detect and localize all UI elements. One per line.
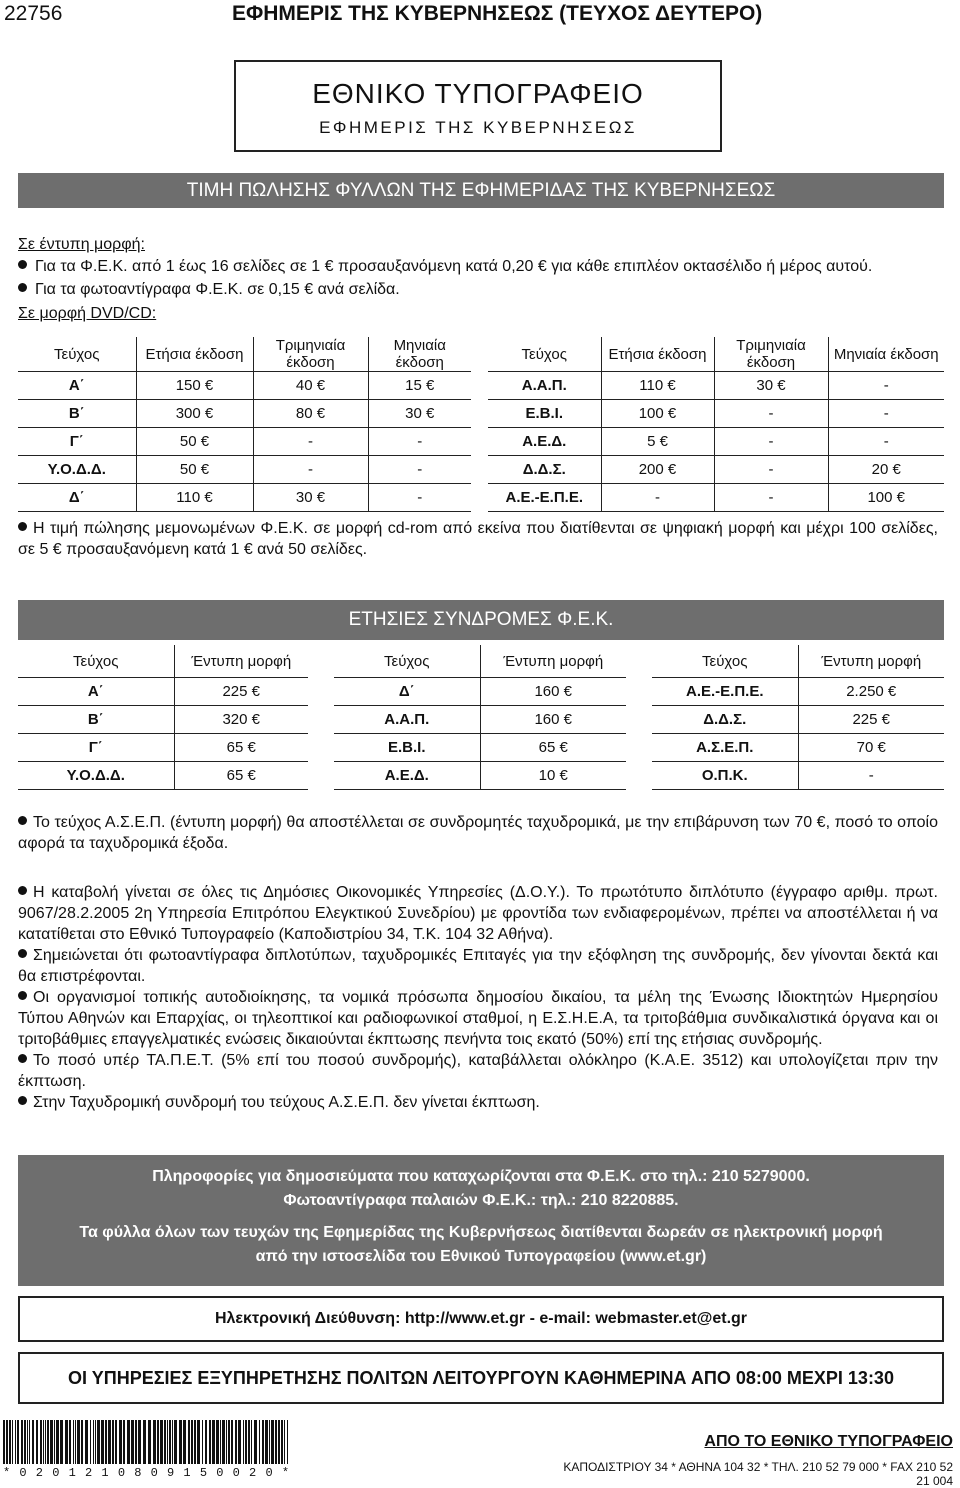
barcode-bar — [90, 1420, 91, 1464]
bullet-icon — [18, 884, 33, 901]
barcode-bar — [36, 1420, 38, 1464]
dvd-left-header: Ετήσια έκδοση — [136, 337, 253, 372]
sub-col2-row — [334, 762, 626, 790]
barcode-bar — [27, 1420, 28, 1464]
dvd-left-cell: Α΄ — [18, 372, 136, 400]
dvd-right-row — [488, 484, 944, 512]
barcode-bar — [101, 1420, 104, 1464]
sub-col1-cell: Υ.Ο.Δ.Δ. — [18, 762, 174, 790]
sub-header: Τεύχος — [18, 645, 174, 678]
barcode-bar — [278, 1420, 280, 1464]
subscriptions-table-1 — [18, 645, 308, 790]
dvd-right-cell: - — [828, 372, 944, 400]
barcode-bar — [157, 1420, 159, 1464]
info-line-3: Τα φύλλα όλων των τευχών της Εφημερίδας της Κυβερνήσεως διατίθενται δωρεάν σε ηλεκτρονική μορφή — [79, 1224, 883, 1241]
barcode-bar — [138, 1420, 141, 1464]
dvd-right-row — [488, 456, 944, 484]
barcode-bar — [220, 1420, 221, 1464]
barcode-bar — [123, 1420, 125, 1464]
subscriptions-table-2 — [334, 645, 626, 790]
sub-header: Έντυπη μορφή — [798, 645, 944, 678]
barcode-bar — [216, 1420, 219, 1464]
sub-col2-cell: Α.Α.Π. — [334, 706, 480, 734]
barcode-bar — [32, 1420, 34, 1464]
sub-header: Τεύχος — [334, 645, 480, 678]
barcode-bar — [245, 1420, 247, 1464]
sub-col1-cell: 320 € — [174, 706, 308, 734]
barcode-bar — [202, 1420, 203, 1464]
barcode-bar — [194, 1420, 196, 1464]
barcode-bar — [174, 1420, 177, 1464]
sub-col3-cell: - — [798, 762, 944, 790]
barcode-number: * 0 2 0 1 2 1 0 8 0 9 1 5 0 0 2 0 * — [3, 1466, 291, 1480]
barcode-bar — [271, 1420, 274, 1464]
dvd-left-cell: Δ΄ — [18, 484, 136, 512]
info-box — [18, 1155, 944, 1286]
dvd-left-row — [18, 456, 471, 484]
barcode-bar — [235, 1420, 237, 1464]
barcode-bar — [73, 1420, 74, 1464]
dvd-left-row — [18, 400, 471, 428]
barcode-bar — [93, 1420, 94, 1464]
dvd-left-row — [18, 428, 471, 456]
dvd-right-cell: 100 € — [601, 400, 714, 428]
sub-col3-row — [652, 706, 944, 734]
barcode-bar — [262, 1420, 264, 1464]
sub-col2-cell: Α.Ε.Δ. — [334, 762, 480, 790]
dvd-right-cell: Ε.Β.Ι. — [488, 400, 601, 428]
barcode-bar — [143, 1420, 146, 1464]
dvd-right-cell: - — [714, 456, 828, 484]
barcode-bar — [164, 1420, 166, 1464]
sub-col3-cell: Ο.Π.Κ. — [652, 762, 798, 790]
sub-col1-cell: Γ΄ — [18, 734, 174, 762]
print-line-2-text: Για τα φωτοαντίγραφα Φ.Ε.Κ. σε 0,15 € ανά σελίδα. — [35, 281, 400, 298]
barcode-bar — [40, 1420, 42, 1464]
barcode-bar — [24, 1420, 26, 1464]
note-text: Οι οργανισμοί τοπικής αυτοδιοίκησης, τα νομικά πρόσωπα δημοσίου δικαίου, τα μέλη της Ένωσης Ιδιοκτητών Ημερησίου Τύπου Αθηνών και Επαρχίας, οι τηλεοπτικοί και ραδιοφωνικοί σταθμοί, η Ε.Σ.Η.Ε.Α, τα τριτοβάθμια συνδικαλιστικά όργανα και οι τριτοβάθμιες επαγγελματικές ενώσεις δικαιούνται έκπτωσης πενήντα τοις εκατό (50%) επί της ετήσιας συνδρομής. — [18, 989, 938, 1048]
dvd-right-cell: 110 € — [601, 372, 714, 400]
dvd-left-cell: 300 € — [136, 400, 253, 428]
sub-col3-cell: Α.Σ.Ε.Π. — [652, 734, 798, 762]
barcode-bar — [56, 1420, 59, 1464]
barcode-bar — [75, 1420, 76, 1464]
email-box: Ηλεκτρονική Διεύθυνση: http://www.et.gr - e-mail: webmaster.et@et.gr — [18, 1296, 944, 1342]
print-label: Σε έντυπη μορφή: — [18, 236, 145, 253]
barcode-bar — [54, 1420, 55, 1464]
sub-col3-row — [652, 678, 944, 706]
dvd-label: Σε μορφή DVD/CD: — [18, 305, 157, 322]
dvd-right-header: Μηνιαία έκδοση — [828, 337, 944, 372]
dvd-left-cell: Γ΄ — [18, 428, 136, 456]
dvd-right-cell: - — [601, 484, 714, 512]
dvd-left-cell: 50 € — [136, 428, 253, 456]
barcode-bar — [3, 1420, 5, 1464]
barcode-bar — [228, 1420, 230, 1464]
barcode-bar — [135, 1420, 137, 1464]
barcode-bar — [65, 1420, 68, 1464]
barcode-bar — [251, 1420, 252, 1464]
barcode-bar — [226, 1420, 227, 1464]
sub-col3-cell: Α.Ε.-Ε.Π.Ε. — [652, 678, 798, 706]
dvd-right-cell: - — [714, 428, 828, 456]
barcode-bar — [179, 1420, 182, 1464]
barcode-bar — [15, 1420, 16, 1464]
barcode-bar — [95, 1420, 96, 1464]
sub-header: Έντυπη μορφή — [480, 645, 626, 678]
sub-col2-cell: 160 € — [480, 678, 626, 706]
barcode-bar — [169, 1420, 171, 1464]
print-line-2 — [18, 281, 400, 299]
barcode-bar — [265, 1420, 268, 1464]
dvd-left-cell: 40 € — [253, 372, 368, 400]
barcode-bar — [191, 1420, 193, 1464]
bullet-icon — [18, 989, 33, 1006]
barcode-bar — [115, 1420, 117, 1464]
dvd-left-row — [18, 372, 471, 400]
prices-title-bar: ΤΙΜΗ ΠΩΛΗΣΗΣ ΦΥΛΛΩΝ ΤΗΣ ΕΦΗΜΕΡΙΔΑΣ ΤΗΣ ΚΥΒΕΡΝΗΣΕΩΣ — [18, 173, 944, 208]
sub-col3-cell: Δ.Δ.Σ. — [652, 706, 798, 734]
barcode-bar — [281, 1420, 283, 1464]
dvd-left-cell: - — [368, 428, 471, 456]
barcode-bar — [243, 1420, 244, 1464]
asep-note — [18, 812, 938, 854]
barcode-bar — [9, 1420, 11, 1464]
dvd-right-cell: - — [828, 428, 944, 456]
dvd-left-row — [18, 484, 471, 512]
info-line-1: Πληροφορίες για δημοσιεύματα που καταχωρίζονται στα Φ.Ε.Κ. στο τηλ.: 210 5279000. — [152, 1168, 810, 1185]
barcode-bar — [47, 1420, 49, 1464]
note-item — [18, 1050, 938, 1092]
sub-col1-cell: Β΄ — [18, 706, 174, 734]
dvd-right-row — [488, 400, 944, 428]
dvd-right-cell: Δ.Δ.Σ. — [488, 456, 601, 484]
dvd-table-right — [488, 337, 944, 512]
sub-col1-row — [18, 678, 308, 706]
bullet-icon — [18, 1094, 33, 1111]
bullet-icon — [18, 520, 33, 537]
sub-col3-cell: 70 € — [798, 734, 944, 762]
dvd-right-cell: 20 € — [828, 456, 944, 484]
barcode-bar — [45, 1420, 46, 1464]
info-line-2: Φωτοαντίγραφα παλαιών Φ.Ε.Κ.: τηλ.: 210 8220885. — [283, 1192, 679, 1209]
sub-col2-cell: Ε.Β.Ι. — [334, 734, 480, 762]
barcode-bar — [254, 1420, 257, 1464]
sub-col1-row — [18, 762, 308, 790]
page-number: 22756 — [4, 2, 63, 25]
barcode-bar — [50, 1420, 53, 1464]
barcode-bar — [205, 1420, 207, 1464]
dvd-right-cell: Α.Ε.Δ. — [488, 428, 601, 456]
dvd-right-header: Τριμηνιαία έκδοση — [714, 337, 828, 372]
barcode-bar — [131, 1420, 134, 1464]
barcode-bar — [77, 1420, 80, 1464]
barcode-bar — [127, 1420, 130, 1464]
barcode-bar — [112, 1420, 114, 1464]
subscriptions-title-bar: ΕΤΗΣΙΕΣ ΣΥΝΔΡΟΜΕΣ Φ.Ε.Κ. — [18, 600, 944, 640]
barcode-bar — [231, 1420, 233, 1464]
gazette-header-title: ΕΦΗΜΕΡΙΣ ΤΗΣ ΚΥΒΕΡΝΗΣΕΩΣ (ΤΕΥΧΟΣ ΔΕΥΤΕΡΟ) — [232, 2, 763, 25]
barcode-bar — [21, 1420, 23, 1464]
hours-box: ΟΙ ΥΠΗΡΕΣΙΕΣ ΕΞΥΠΗΡΕΤΗΣΗΣ ΠΟΛΙΤΩΝ ΛΕΙΤΟΥΡΓΟΥΝ ΚΑΘΗΜΕΡΙΝΑ ΑΠΟ 08:00 ΜΕΧΡΙ 13:30 — [18, 1352, 944, 1404]
note-text: Η καταβολή γίνεται σε όλες τις Δημόσιες Οικονομικές Υπηρεσίες (Δ.Ο.Υ.). Το πρωτότυπο διπλότυπο (έγγραφο αριθμ. πρωτ. 9067/28.2.2005 2η Υπηρεσία Επιτρόπου Ελεγκτικού Συνεδρίου) με φροντίδα των ενδιαφερομένων, πρέπει να αποστέλλεται ή να κατατίθεται στο Εθνικό Τυπογραφείο (Καποδιστρίου 34, Τ.Κ. 104 32 Αθήνα). — [18, 884, 938, 943]
dvd-left-header: Τριμηνιαία έκδοση — [253, 337, 368, 372]
dvd-left-header: Μηνιαία έκδοση — [368, 337, 471, 372]
bullet-icon — [18, 1052, 33, 1069]
sub-header: Τεύχος — [652, 645, 798, 678]
sub-col3-row — [652, 762, 944, 790]
sub-col3-cell: 225 € — [798, 706, 944, 734]
note-item — [18, 1092, 938, 1113]
sub-col1-cell: 65 € — [174, 762, 308, 790]
note-item — [18, 882, 938, 945]
dvd-left-cell: - — [368, 484, 471, 512]
barcode-bar — [167, 1420, 168, 1464]
sub-header: Έντυπη μορφή — [174, 645, 308, 678]
dvd-left-cell: - — [253, 428, 368, 456]
dvd-right-header: Ετήσια έκδοση — [601, 337, 714, 372]
dvd-left-cell: 30 € — [368, 400, 471, 428]
dvd-right-row — [488, 428, 944, 456]
dvd-left-cell: 15 € — [368, 372, 471, 400]
dvd-right-cell: Α.Ε.-Ε.Π.Ε. — [488, 484, 601, 512]
barcode-bar — [6, 1420, 8, 1464]
barcode-bar — [153, 1420, 156, 1464]
dvd-right-cell: 5 € — [601, 428, 714, 456]
asep-note-text: Το τεύχος Α.Σ.Ε.Π. (έντυπη μορφή) θα αποστέλλεται σε συνδρομητές ταχυδρομικά, με την επιβάρυνση των 70 €, ποσό το οποίο αφορά τα ταχυδρομικά έξοδα. — [18, 814, 938, 852]
barcode-bar — [197, 1420, 200, 1464]
bullet-icon — [18, 814, 33, 831]
dvd-table-left — [18, 337, 471, 512]
cdrom-note-text: Η τιμή πώλησης μεμονωμένων Φ.Ε.Κ. σε μορφή cd-rom από εκείνα που διατίθενται σε ψηφιακή μορφή και μέχρι 100 σελίδες, σε 5 € προσαυξανόμενη κατά 1 € ανά 50 σελίδες. — [18, 520, 938, 558]
barcode-bar — [108, 1420, 111, 1464]
barcode-bar — [188, 1420, 190, 1464]
dvd-right-cell: - — [714, 484, 828, 512]
barcode-bar — [81, 1420, 83, 1464]
dvd-left-cell: 150 € — [136, 372, 253, 400]
barcode-bar — [85, 1420, 88, 1464]
barcode-bar — [248, 1420, 250, 1464]
dvd-left-cell: Υ.Ο.Δ.Δ. — [18, 456, 136, 484]
barcode-bar — [284, 1420, 285, 1464]
barcode-bar — [183, 1420, 186, 1464]
footer-address: ΚΑΠΟΔΙΣΤΡΙΟΥ 34 * ΑΘΗΝΑ 104 32 * ΤΗΛ. 210 52 79 000 * FAX 210 52 21 004 — [563, 1460, 953, 1488]
dvd-left-cell: 80 € — [253, 400, 368, 428]
barcode-bar — [60, 1420, 63, 1464]
sub-col3-row — [652, 734, 944, 762]
dvd-right-cell: Α.Α.Π. — [488, 372, 601, 400]
sub-col2-cell: 65 € — [480, 734, 626, 762]
barcode-bar — [212, 1420, 215, 1464]
cdrom-note — [18, 518, 938, 560]
sub-col2-cell: 10 € — [480, 762, 626, 790]
note-text: Το ποσό υπέρ ΤΑ.Π.Ε.Τ. (5% επί του ποσού συνδρομής), καταβάλλεται ολόκληρο (Κ.Α.Ε. 3512) και υπολογίζεται πριν την έκπτωση. — [18, 1052, 938, 1090]
barcode-bar — [12, 1420, 13, 1464]
dvd-right-cell: 30 € — [714, 372, 828, 400]
barcode-bar — [209, 1420, 211, 1464]
dvd-right-cell: - — [828, 400, 944, 428]
barcode-bar — [259, 1420, 260, 1464]
notes-list — [18, 882, 938, 1113]
dvd-left-cell: - — [368, 456, 471, 484]
sub-col1-cell: 65 € — [174, 734, 308, 762]
sub-col2-cell: 160 € — [480, 706, 626, 734]
barcode-bar — [269, 1420, 270, 1464]
dvd-right-cell: 100 € — [828, 484, 944, 512]
sub-col2-row — [334, 678, 626, 706]
note-text: Στην Ταχυδρομική συνδρομή του τεύχους Α.Σ.Ε.Π. δεν γίνεται έκπτωση. — [33, 1094, 540, 1111]
info-line-4: από την ιστοσελίδα του Εθνικού Τυπογραφείου (www.et.gr) — [255, 1248, 707, 1265]
barcode-bar — [29, 1420, 30, 1464]
barcode-bar — [238, 1420, 241, 1464]
dvd-left-cell: 50 € — [136, 456, 253, 484]
dvd-left-cell: - — [253, 456, 368, 484]
sub-col1-row — [18, 734, 308, 762]
publisher-name: ΕΘΝΙΚΟ ΤΥΠΟΓΡΑΦΕΙΟ — [312, 78, 644, 109]
sub-col1-cell: 225 € — [174, 678, 308, 706]
publisher-box — [234, 60, 722, 152]
print-line-1 — [18, 258, 872, 276]
footer-publisher: ΑΠΟ ΤΟ ΕΘΝΙΚΟ ΤΥΠΟΓΡΑΦΕΙΟ — [704, 1433, 953, 1450]
barcode-bar — [160, 1420, 163, 1464]
dvd-left-cell: 30 € — [253, 484, 368, 512]
barcode — [3, 1420, 290, 1470]
sub-col2-row — [334, 706, 626, 734]
note-item — [18, 945, 938, 987]
dvd-right-cell: 200 € — [601, 456, 714, 484]
barcode-bar — [69, 1420, 71, 1464]
publisher-subtitle: ΕΦΗΜΕΡΙΣ ΤΗΣ ΚΥΒΕΡΝΗΣΕΩΣ — [319, 118, 637, 137]
dvd-left-cell: Β΄ — [18, 400, 136, 428]
subscriptions-table-3 — [652, 645, 944, 790]
barcode-bar — [148, 1420, 151, 1464]
dvd-right-cell: - — [714, 400, 828, 428]
print-line-1-text: Για τα Φ.Ε.Κ. από 1 έως 16 σελίδες σε 1 € προσαυξανόμενη κατά 0,20 € για κάθε επιπλέον οκτασέλιδο ή μέρος αυτού. — [35, 258, 873, 275]
note-item — [18, 987, 938, 1050]
dvd-right-row — [488, 372, 944, 400]
sub-col3-cell: 2.250 € — [798, 678, 944, 706]
sub-col1-cell: Α΄ — [18, 678, 174, 706]
dvd-right-header: Τεύχος — [488, 337, 601, 372]
sub-col2-row — [334, 734, 626, 762]
sub-col1-row — [18, 706, 308, 734]
barcode-bar — [119, 1420, 122, 1464]
barcode-bar — [275, 1420, 277, 1464]
barcode-bar — [172, 1420, 173, 1464]
barcode-bar — [97, 1420, 100, 1464]
barcode-bar — [222, 1420, 225, 1464]
bullet-icon — [18, 947, 33, 964]
dvd-left-cell: 110 € — [136, 484, 253, 512]
barcode-bar — [43, 1420, 44, 1464]
note-text: Σημειώνεται ότι φωτοαντίγραφα διπλοτύπων, ταχυδρομικές Επιταγές για την εξόφληση της συνδρομής, δεν γίνονται δεκτά και θα επιστρέφονται. — [18, 947, 938, 985]
dvd-left-header: Τεύχος — [18, 337, 136, 372]
barcode-bar — [17, 1420, 19, 1464]
barcode-bar — [105, 1420, 107, 1464]
barcode-bar — [287, 1420, 288, 1464]
sub-col2-cell: Δ΄ — [334, 678, 480, 706]
